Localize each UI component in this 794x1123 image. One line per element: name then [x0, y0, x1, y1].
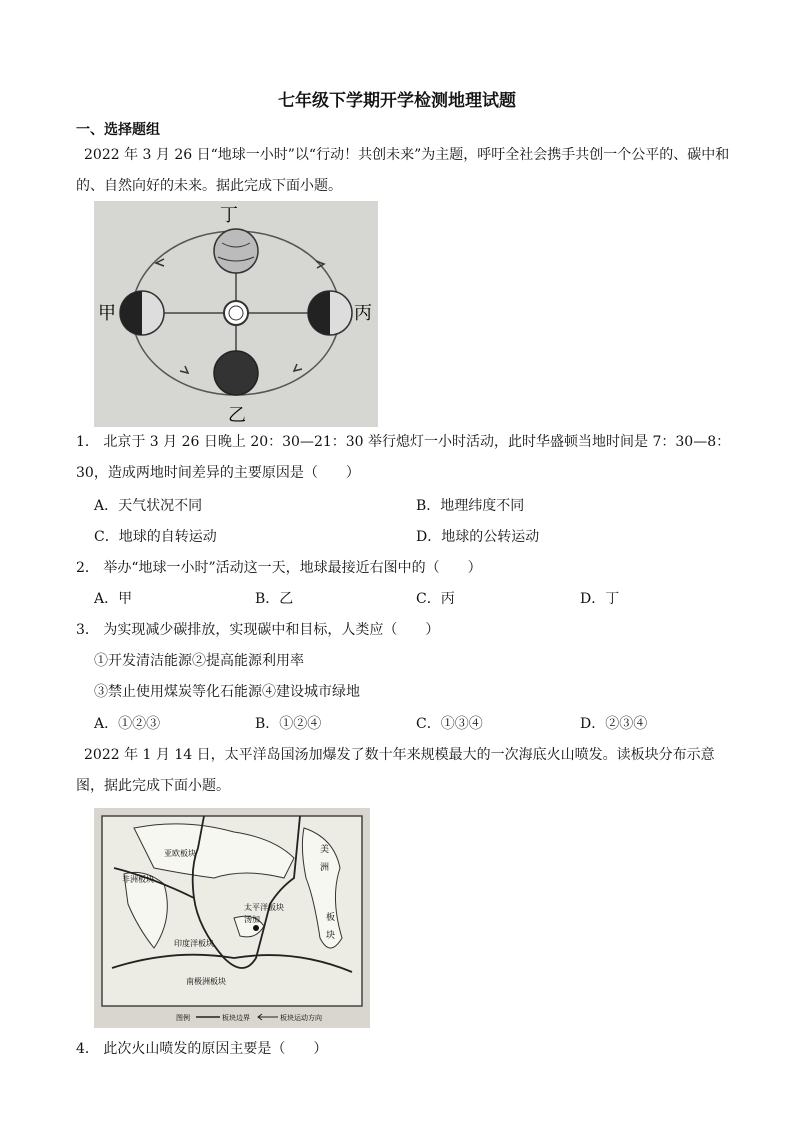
label-indian-plate: 印度洋板块	[174, 939, 214, 948]
label-pacific-plate: 太平洋板块	[244, 903, 284, 912]
q2-option-d[interactable]: D．丁	[580, 591, 620, 607]
label-ding: 丁	[220, 205, 238, 226]
intro-paragraph-1: 2022 年 3 月 26 日“地球一小时”以“行动！共创未来”为主题，呼吁全社会携手共创一个公平的、碳中和的、自然向好的未来。据此完成下面小题。	[76, 147, 730, 194]
question-1-options	[94, 491, 734, 522]
q3-option-d[interactable]: D．②③④	[580, 716, 648, 732]
legend-title: 图例	[176, 1014, 190, 1022]
label-tonga: 汤加	[244, 915, 260, 924]
q2-option-b[interactable]: B．乙	[255, 591, 294, 607]
earth-bottom	[214, 351, 258, 395]
page-title: 七年级下学期开学检测地理试题	[278, 91, 516, 111]
question-2-options	[94, 584, 734, 615]
earth-revolution-figure	[94, 201, 378, 427]
q2-option-c[interactable]: C．丙	[416, 591, 455, 607]
question-1-stem: 1． 北京于 3 月 26 日晚上 20：30—21：30 举行熄灯一小时活动，此时华盛顿当地时间是 7：30—8：30，造成两地时间差异的主要原因是（ ）	[76, 434, 731, 481]
question-3-options	[94, 709, 734, 740]
label-antarctic-plate: 南极洲板块	[186, 977, 226, 986]
legend-boundary: 板块边界	[222, 1014, 250, 1022]
tonga-marker	[253, 925, 259, 931]
question-3-stem: 3． 为实现减少碳排放，实现碳中和目标，人类应（ ）	[76, 622, 440, 638]
earth-top	[214, 229, 258, 273]
question-4-stem: 4． 此次火山喷发的原因主要是（ ）	[76, 1041, 328, 1057]
label-yi: 乙	[228, 405, 246, 426]
q2-option-a[interactable]: A．甲	[94, 591, 133, 607]
plate-map-figure	[94, 808, 370, 1028]
label-african-plate: 非洲板块	[122, 875, 154, 884]
intro-paragraph-2: 2022 年 1 月 14 日，太平洋岛国汤加爆发了数十年来规模最大的一次海底火山喷发。读板块分布示意图，据此完成下面小题。	[76, 747, 715, 794]
label-jia: 甲	[98, 303, 116, 324]
label-american-2: 洲	[320, 863, 330, 873]
q3-statement-line-2: ③禁止使用煤炭等化石能源④建设城市绿地	[94, 684, 360, 700]
q3-option-c[interactable]: C．①③④	[416, 716, 483, 732]
q1-option-c[interactable]: C．地球的自转运动	[94, 529, 217, 545]
q1-option-b[interactable]: B．地理纬度不同	[416, 498, 525, 514]
label-american-1: 美	[320, 845, 330, 855]
label-american-3: 板	[326, 913, 336, 923]
section-heading: 一、选择题组	[76, 122, 160, 138]
legend-motion: 板块运动方向	[280, 1014, 322, 1022]
q3-option-a[interactable]: A．①②③	[94, 716, 161, 732]
label-american-4: 块	[326, 931, 336, 941]
question-1-options-2	[94, 522, 734, 553]
q3-option-b[interactable]: B．①②④	[255, 716, 322, 732]
label-eurasian-plate: 亚欧板块	[164, 849, 196, 858]
q1-option-a[interactable]: A．天气状况不同	[94, 498, 203, 514]
q1-option-d[interactable]: D．地球的公转运动	[416, 529, 540, 545]
q3-statement-line-1: ①开发清洁能源②提高能源利用率	[94, 653, 304, 669]
question-2-stem: 2． 举办“地球一小时”活动这一天，地球最接近右图中的（ ）	[76, 560, 482, 576]
label-bing: 丙	[354, 303, 372, 324]
